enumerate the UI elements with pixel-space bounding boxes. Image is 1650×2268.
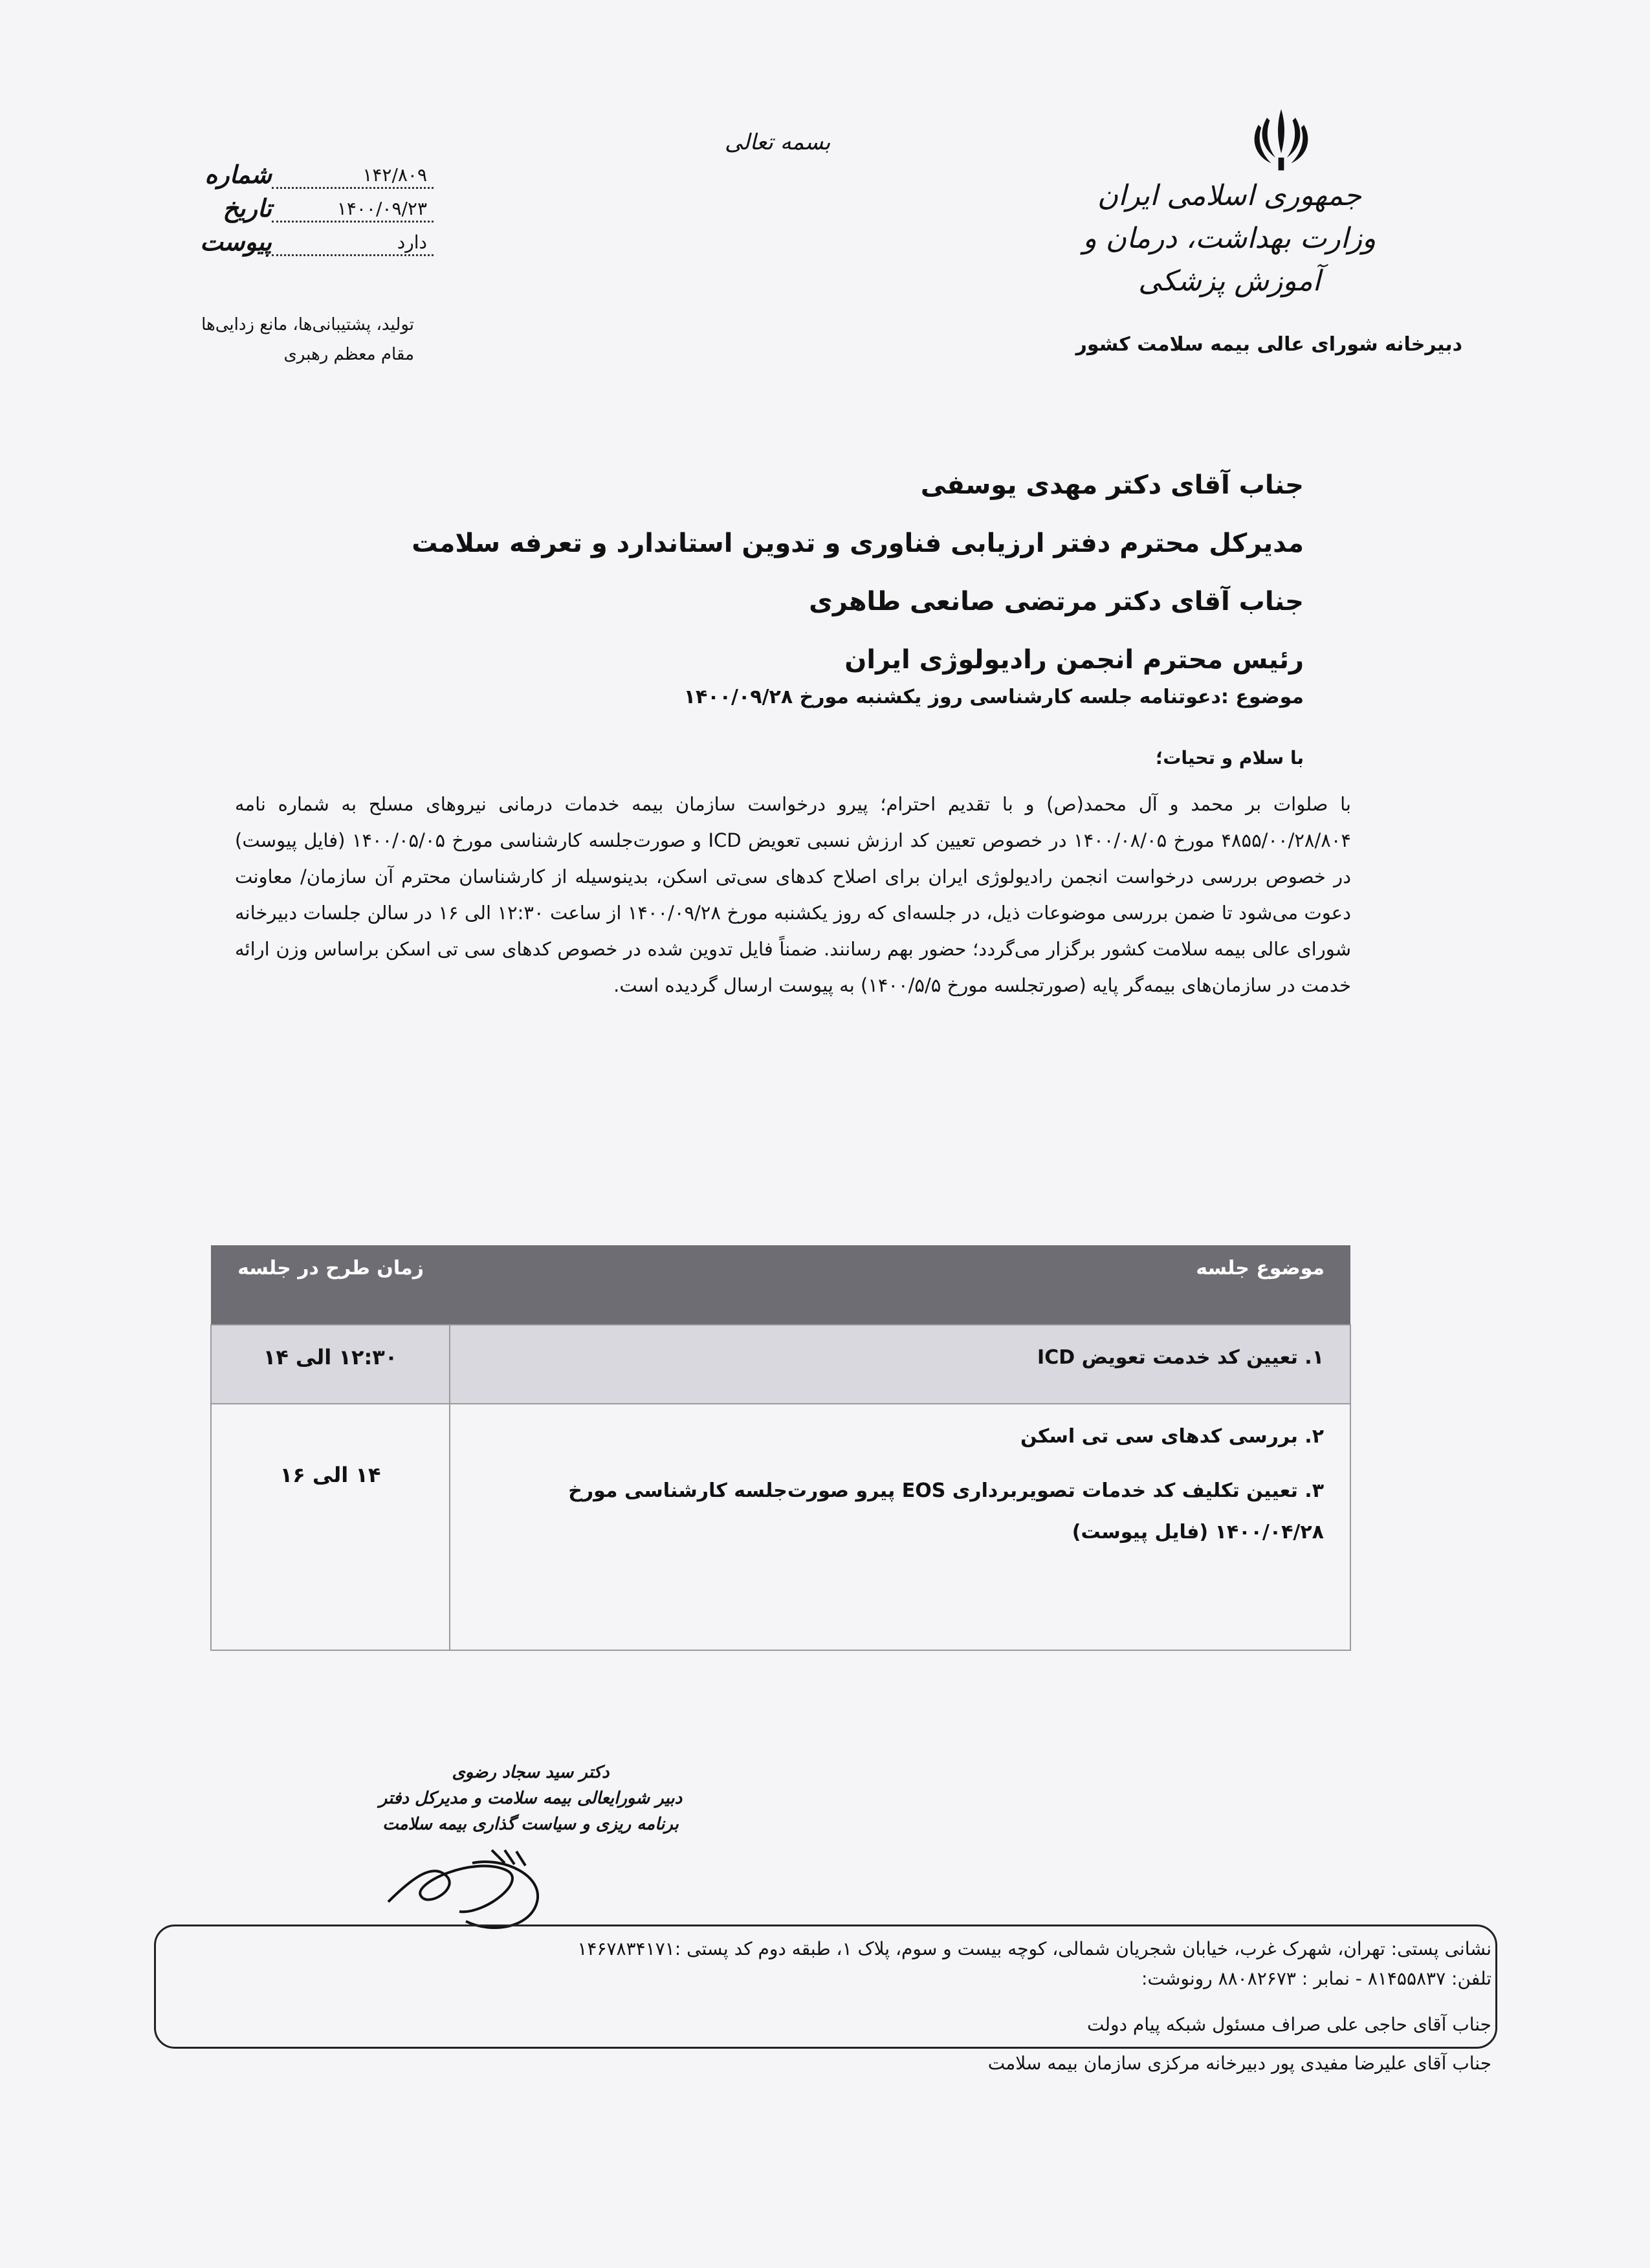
- ministry-line1: جمهوری اسلامی ایران: [1097, 179, 1362, 212]
- recipient-line: مدیرکل محترم دفتر ارزیابی فناوری و تدوین استاندارد و تعرفه سلامت: [412, 529, 1304, 558]
- time-column-header: زمان طرح در جلسه: [211, 1245, 450, 1325]
- topic-cell: [450, 1404, 1350, 1650]
- agenda-item: ۱. تعیین کد خدمت تعویض ICD: [1037, 1346, 1324, 1369]
- recipient-line: جناب آقای دکتر مهدی یوسفی: [920, 470, 1304, 500]
- postal-address: نشانی پستی: تهران، شهرک غرب، خیابان شجریان شمالی، کوچه بیست و سوم، پلاک ۱، طبقه دوم کد پستی :۱۴۶۷۸۳۴۱۷۱: [577, 1938, 1491, 1959]
- number-value: ۱۴۲/۸۰۹: [272, 164, 434, 189]
- agenda-table: [210, 1245, 1351, 1651]
- signature-block: [362, 1760, 699, 1837]
- cc-label: رونوشت:: [1141, 1968, 1213, 1989]
- time-cell: ۱۴ الی ۱۶: [211, 1404, 450, 1650]
- signer-title-line1: دبیر شورایعالی بیمه سلامت و مدیرکل دفتر: [379, 1789, 683, 1808]
- slogan-line1: تولید، پشتیبانی‌ها، مانع زدایی‌ها: [201, 315, 414, 334]
- slogan: [162, 311, 414, 369]
- footer-address: [197, 1934, 1491, 1994]
- subject-line: موضوع :دعوتنامه جلسه کارشناسی روز یکشنبه مورخ ۱۴۰۰/۰۹/۲۸: [683, 686, 1304, 708]
- date-label: تاریخ: [223, 193, 272, 223]
- letter-body: با صلوات بر محمد و آل محمد(ص) و با تقدیم احترام؛ پیرو درخواست سازمان بیمه خدمات درمانی نیروهای مسلح به شماره نامه ۴۸۵۵/۰۰/۲۸/۸۰۴ مورخ ۱۴۰۰/۰۸/۰۵ در خصوص تعیین کد ارزش نسبی تعویض ICD و صورت‌جلسه کارشناسی مورخ ۱۴۰۰/۰۵/۰۵ (فایل پیوست) در خصوص بررسی درخواست انجمن رادیولوژی ایران برای اصلاح کدهای سی‌تی اسکن، بدینوسیله از کارشناسان محترم آن سازمان/ معاونت دعوت می‌شود تا ضمن بررسی موضوعات ذیل، در جلسه‌ای که روز یکشنبه مورخ ۱۴۰۰/۰۹/۲۸ از ساعت ۱۲:۳۰ الی ۱۶ در سالن جلسات دبیرخانه شورای عالی بیمه سلامت کشور برگزار می‌گردد؛ حضور بهم رسانند. ضمناً فایل تدوین شده در خصوص کدهای سی تی اسکن براساس وزن ارائه خدمت در سازمان‌های بیمه‌گر پایه (صورتجلسه مورخ ۱۴۰۰/۵/۵) به پیوست ارسال گردیده است.: [235, 793, 1351, 996]
- signer-name: دکتر سید سجاد رضوی: [452, 1763, 610, 1782]
- signer-title-line2: برنامه ریزی و سیاست گذاری بیمه سلامت: [382, 1815, 679, 1834]
- topic-cell: [450, 1325, 1350, 1404]
- date-value: ۱۴۰۰/۰۹/۲۳: [272, 198, 434, 223]
- recipient-line: رئیس محترم انجمن رادیولوژی ایران: [844, 645, 1304, 675]
- topic-column-header: موضوع جلسه: [450, 1245, 1350, 1325]
- greeting: با سلام و تحیات؛: [1156, 747, 1304, 769]
- slogan-line2: مقام معظم رهبری: [283, 344, 414, 364]
- number-label: شماره: [204, 160, 272, 189]
- recipient-line: جناب آقای دکتر مرتضی صانعی طاهری: [809, 587, 1304, 616]
- cc-item: جناب آقای علیرضا مفیدی پور دبیرخانه مرکزی سازمان بیمه سلامت: [987, 2053, 1491, 2074]
- letter-meta: [200, 155, 434, 256]
- agenda-item: ۲. بررسی کدهای سی تی اسکن: [1020, 1425, 1324, 1448]
- attachment-value: دارد: [272, 232, 434, 256]
- phone-fax-text: تلفن: ۸۱۴۵۵۸۳۷ - نمابر : ۸۸۰۸۲۶۷۳: [1218, 1968, 1491, 1989]
- cc-list: [197, 2005, 1491, 2083]
- table-row: [211, 1325, 1350, 1404]
- recipients: [269, 456, 1304, 689]
- ministry-line2: وزارت بهداشت، درمان و آموزش پزشکی: [1083, 222, 1376, 298]
- iran-emblem-icon: [1246, 104, 1317, 175]
- table-row: [211, 1404, 1350, 1650]
- bismillah: بسمه تعالی: [725, 129, 831, 155]
- time-cell: ۱۲:۳۰ الی ۱۴: [211, 1325, 450, 1404]
- ministry-name: [1061, 175, 1398, 303]
- cc-item: جناب آقای حاجی علی صراف مسئول شبکه پیام دولت: [1086, 2014, 1491, 2035]
- phone-fax: [197, 1964, 1491, 1994]
- attachment-label: پیوست: [200, 227, 272, 256]
- agenda-item: ۳. تعیین تکلیف کد خدمات تصویربرداری EOS پیرو صورت‌جلسه کارشناسی مورخ ۱۴۰۰/۰۴/۲۸ (فایل پیوست): [568, 1479, 1324, 1543]
- secretariat-title: دبیرخانه شورای عالی بیمه سلامت کشور: [1075, 333, 1462, 356]
